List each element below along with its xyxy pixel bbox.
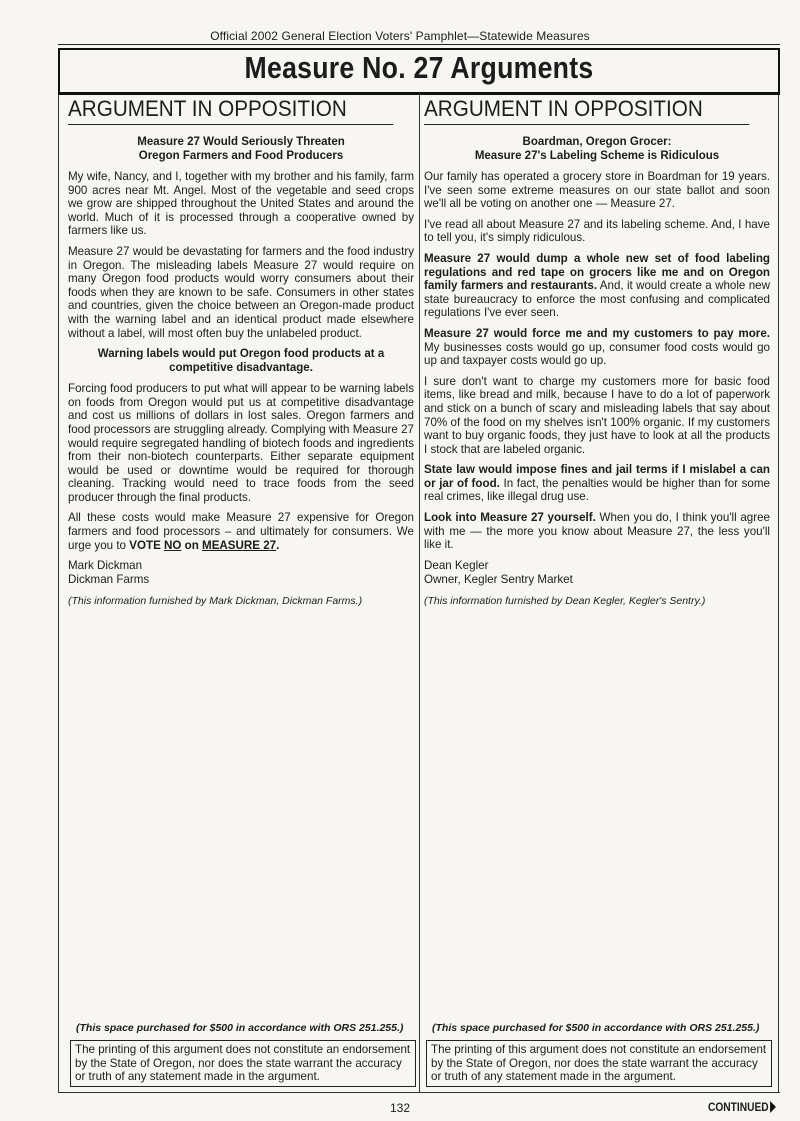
right-p4-rest: My businesses costs would go up, consumer food costs would go up and taxpayer costs would go up. bbox=[424, 340, 770, 368]
page-number: 132 bbox=[389, 1101, 411, 1115]
right-p7-bold: Look into Measure 27 yourself. bbox=[424, 511, 596, 525]
right-signature-name: Dean Kegler bbox=[424, 558, 489, 572]
right-paragraph-5: I sure don't want to charge my customers more for basic food items, like bread and milk, because I have to do a lot of paperwork and stick on a bunch of scary and misleading labels that say about 70% of the food on my shelves isn't 100% organic. If my customers want to buy organic foods, they just have to look at all the products I stock that are labeled organic. bbox=[424, 374, 770, 456]
left-signature-name: Mark Dickman bbox=[68, 559, 143, 573]
right-p3-bold: Measure 27 would dump a whole new set of food labeling regulations and red tape on grocers like me and on Oregon family farmers and restaurants. bbox=[424, 251, 770, 293]
right-border bbox=[778, 95, 779, 1092]
right-triangle-arrow-icon bbox=[770, 1101, 776, 1113]
right-p6-bold: State law would impose fines and jail terms if I mislabel a can or jar of food. bbox=[424, 463, 770, 490]
right-argument-column bbox=[424, 96, 770, 607]
left-subhead-line-1: Measure 27 Would Seriously Threaten bbox=[137, 136, 345, 148]
left-subhead-3: Warning labels would put Oregon food products at a competitive disadvantage. bbox=[97, 348, 385, 375]
left-paragraph-1: My wife, Nancy, and I, together with my brother and his family, farm 900 acres near Mt. Angel. Most of the vegetable and seed crops we grow are shipped throughout the United States and around the world. Much of it is processed through a cooperative owned by farmers like us. bbox=[68, 170, 414, 238]
right-paragraph-7 bbox=[424, 511, 770, 552]
column-separator bbox=[419, 95, 420, 1092]
left-p4-measure: MEASURE 27 bbox=[202, 538, 277, 552]
left-p4-no: NO bbox=[164, 538, 182, 552]
left-signature-org: Dickman Farms bbox=[68, 573, 150, 587]
left-argument-heading: ARGUMENT IN OPPOSITION bbox=[68, 96, 393, 125]
right-paragraph-2: I've read all about Measure 27 and its labeling scheme. And, I have to tell you, it's simply ridiculous. bbox=[424, 217, 770, 245]
header-rule bbox=[58, 44, 780, 45]
right-paragraph-6 bbox=[424, 463, 770, 504]
page-title: Measure No. 27 Arguments bbox=[244, 50, 594, 85]
left-argument-column bbox=[68, 96, 414, 607]
right-p4-bold: Measure 27 would force me and my customers to pay more. bbox=[424, 326, 770, 340]
right-subhead-line-1: Boardman, Oregon Grocer: bbox=[522, 136, 672, 148]
left-furnished-note: (This information furnished by Mark Dickman, Dickman Farms.) bbox=[68, 595, 363, 608]
right-furnished-note: (This information furnished by Dean Kegler, Kegler's Sentry.) bbox=[424, 594, 706, 607]
right-paragraph-4 bbox=[424, 327, 770, 368]
left-p4-end: . bbox=[276, 538, 280, 552]
right-argument-heading: ARGUMENT IN OPPOSITION bbox=[424, 96, 749, 125]
bottom-rule bbox=[58, 1092, 780, 1093]
running-header: Official 2002 General Election Voters' Pamphlet—Statewide Measures bbox=[210, 29, 590, 43]
right-paragraph-1: Our family has operated a grocery store in Boardman for 19 years. I've seen some extreme measures on our state ballot and soon we'll all be voting on another one — Measure 27. bbox=[424, 170, 770, 211]
right-space-purchased-note: (This space purchased for $500 in accordance with ORS 251.255.) bbox=[432, 1022, 760, 1034]
left-argument-subhead bbox=[68, 135, 414, 163]
left-space-purchased-note: (This space purchased for $500 in accordance with ORS 251.255.) bbox=[76, 1022, 404, 1034]
right-argument-subhead bbox=[424, 135, 770, 163]
left-paragraph-4 bbox=[68, 511, 414, 552]
left-paragraph-2: Measure 27 would be devastating for farmers and the food industry in Oregon. The misleading labels Measure 27 would require on many Oregon food products would worry consumers about their foods when they are known to be safe. Consumers in other states and countries, given the choice between an Oregon-made product with the warning label and an identical product made elsewhere without a label, will most often buy the unlabeled product. bbox=[68, 244, 414, 340]
right-subhead-line-2: Measure 27's Labeling Scheme is Ridiculous bbox=[474, 150, 720, 162]
continued-text: CONTINUED bbox=[708, 1100, 769, 1114]
left-p4-vote: VOTE bbox=[129, 538, 165, 552]
right-p7-rest: When you do, I think you'll agree with me — the more you know about Measure 27, the less you'll like it. bbox=[424, 511, 770, 552]
left-p4-on: on bbox=[181, 538, 203, 552]
left-paragraph-3: Forcing food producers to put what will appear to be warning labels on foods from Oregon would put us at competitive disadvantage and cost us millions of dollars in lost sales. Oregon farmers and food processors are struggling already. Complying with Measure 27 would require segregated handling of biotech foods and ingredients from their non-biotech counterparts. Either separate equipment would be used or downtime would be required for thorough cleaning. Tracking would need to trace foods from the seed producer through the final products. bbox=[68, 382, 414, 504]
left-p4-text: All these costs would make Measure 27 expensive for Oregon farmers and food processors – and ultimately for consumers. We urge you to bbox=[68, 511, 414, 552]
left-subhead-line-2: Oregon Farmers and Food Producers bbox=[138, 150, 344, 162]
right-signature-org: Owner, Kegler Sentry Market bbox=[424, 572, 573, 586]
continued-label bbox=[708, 1100, 776, 1114]
right-paragraph-3 bbox=[424, 252, 770, 320]
left-disclaimer-box: The printing of this argument does not constitute an endorsement by the State of Oregon, nor does the state warrant the accuracy or truth of any statement made in the argument. bbox=[70, 1040, 416, 1087]
right-p3-rest: And, it would create a whole new state bureaucracy to enforce the most confusing and complicated regulations I've ever seen. bbox=[424, 279, 770, 320]
right-disclaimer-box: The printing of this argument does not constitute an endorsement by the State of Oregon, nor does the state warrant the accuracy or truth of any statement made in the argument. bbox=[426, 1040, 772, 1087]
left-border bbox=[58, 95, 59, 1092]
right-p6-rest: In fact, the penalties would be higher than for some real crimes, like illegal drug use. bbox=[424, 476, 770, 504]
